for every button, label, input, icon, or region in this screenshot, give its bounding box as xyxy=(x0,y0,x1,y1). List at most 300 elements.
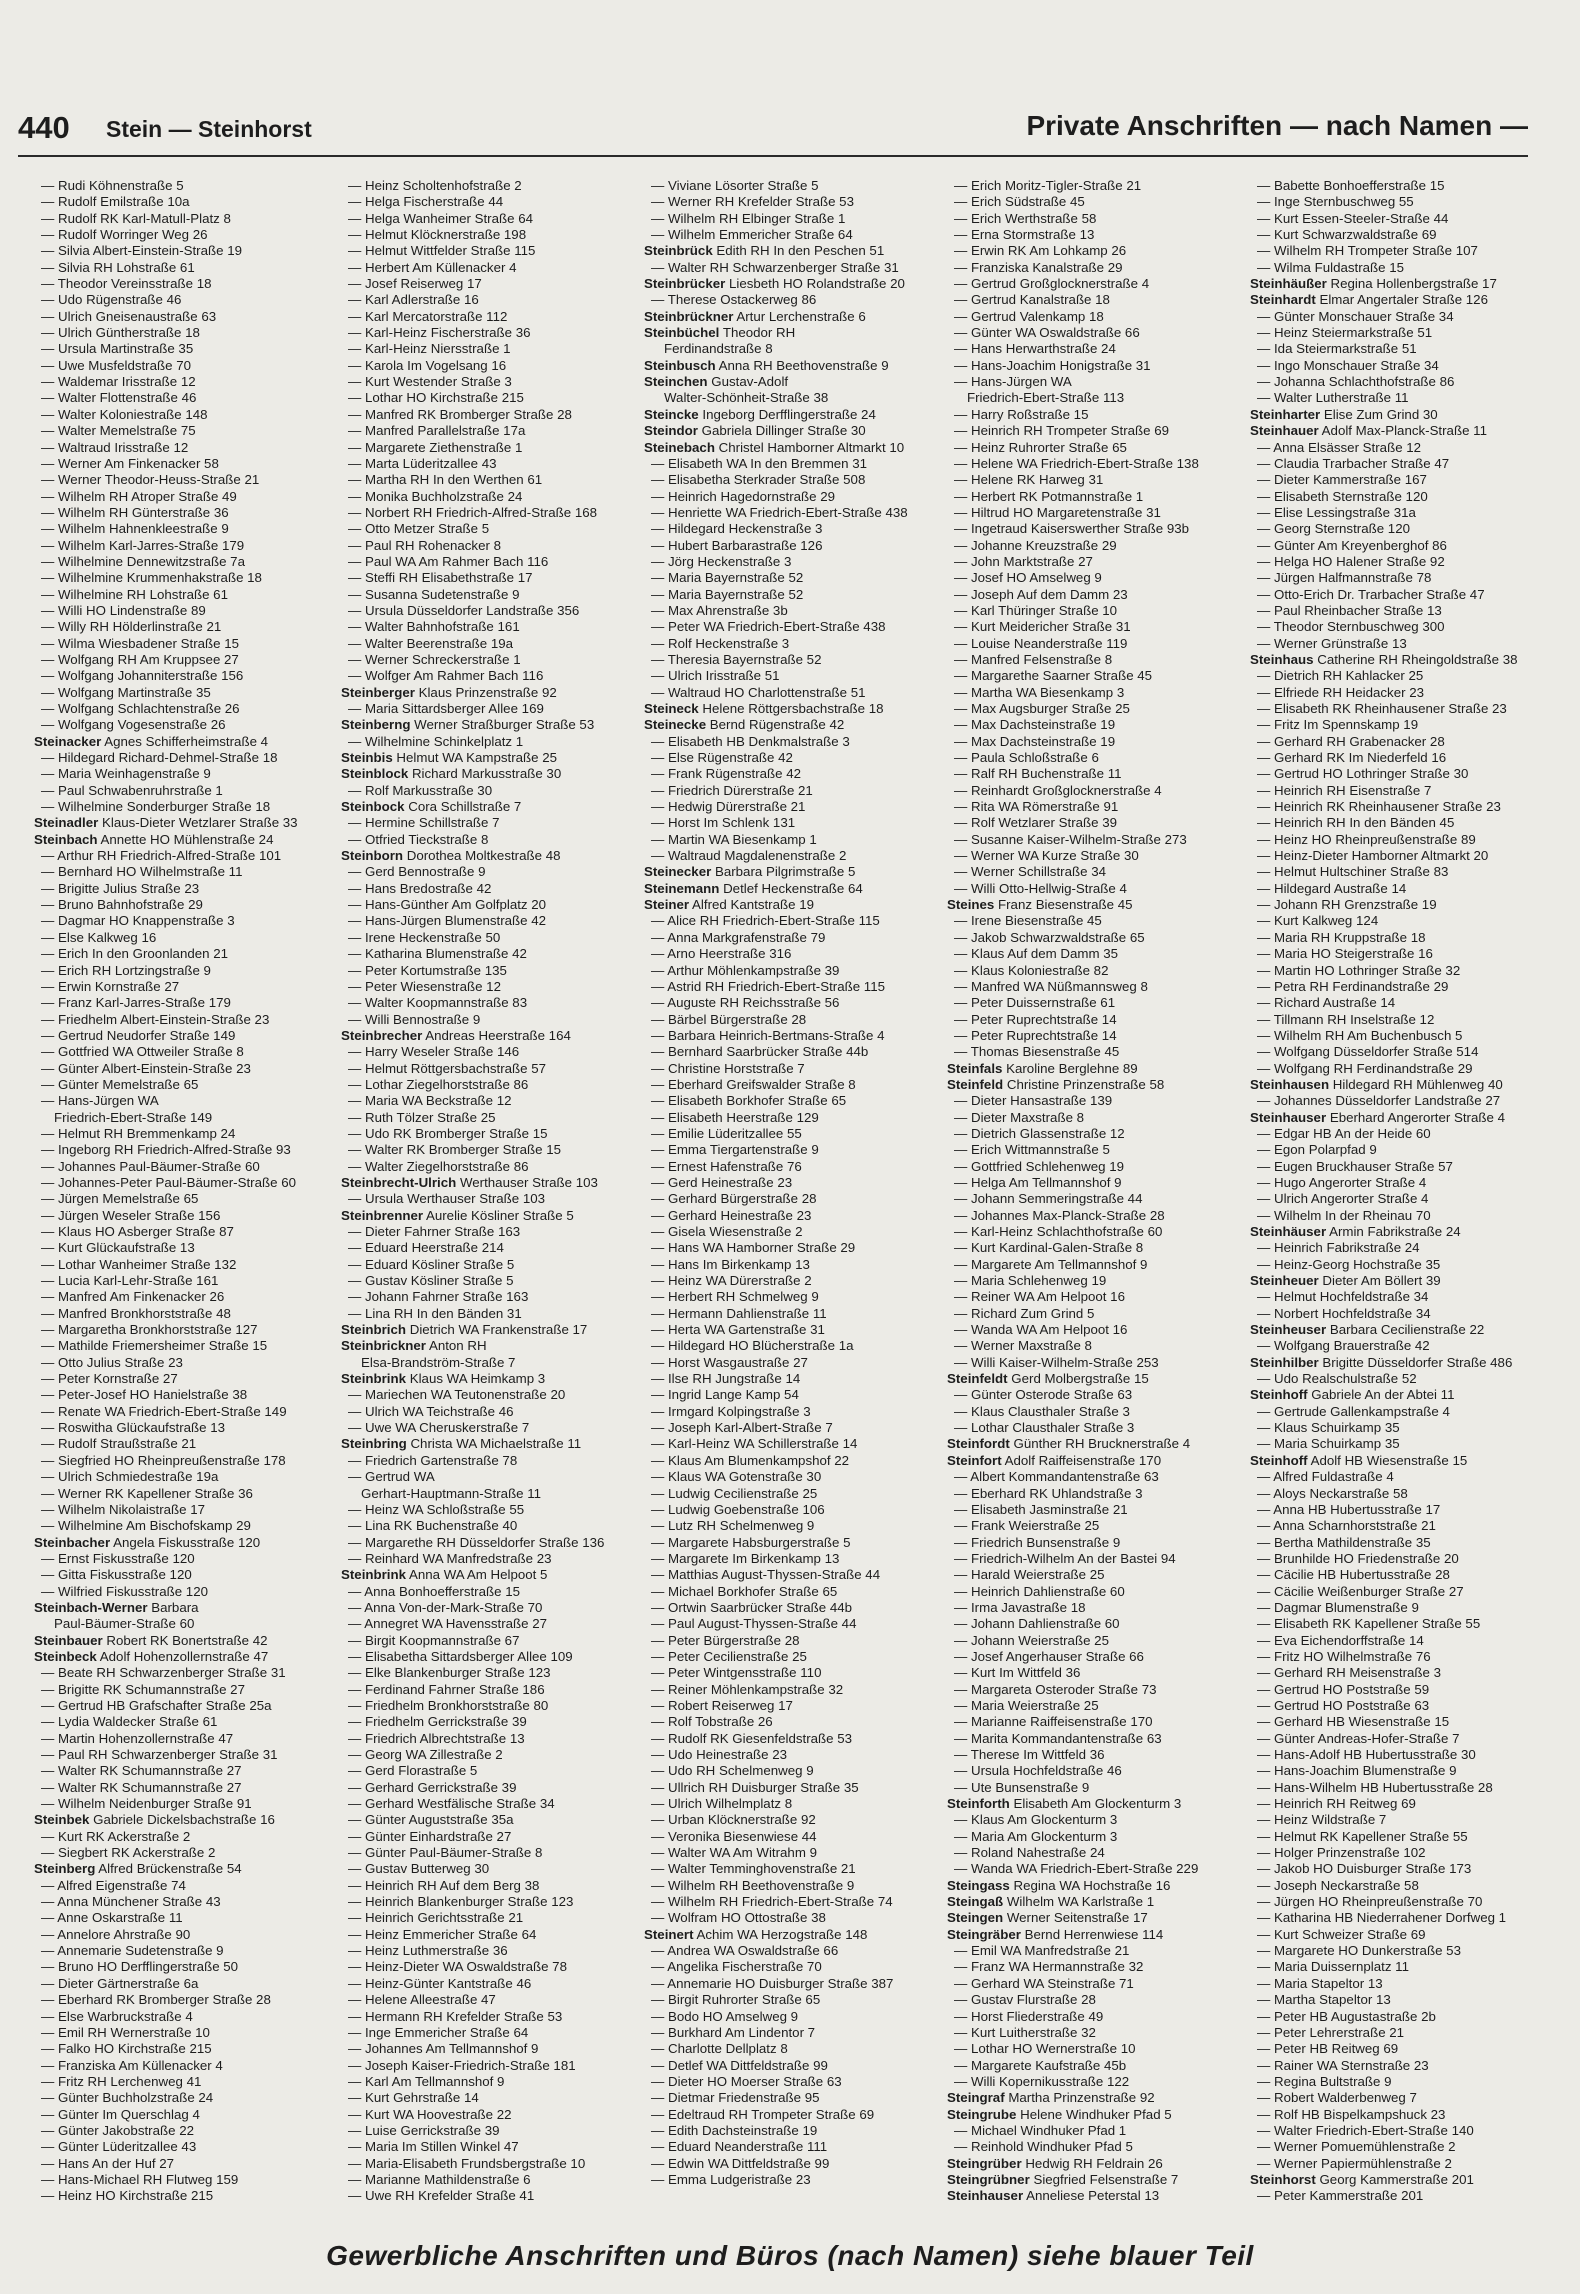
directory-entry: — Erich Moritz-Tigler-Straße 21 xyxy=(954,178,1142,193)
directory-entry: — Monika Buchholzstraße 24 xyxy=(348,488,523,504)
directory-entry: — Michael Windhuker Pfad 1 xyxy=(954,2122,1127,2138)
directory-entry: Steinforth Elisabeth Am Glockenturm 3 xyxy=(947,1796,1182,1812)
directory-entry: — Charlotte Dellplatz 8 xyxy=(651,2041,788,2057)
directory-entry: — Kurt Meidericher Straße 31 xyxy=(954,619,1131,635)
directory-entry: — Johann Fahrner Straße 163 xyxy=(348,1289,529,1305)
directory-entry: — Paul August-Thyssen-Straße 44 xyxy=(651,1616,857,1632)
directory-entry: Steingass Regina WA Hochstraße 16 xyxy=(947,1877,1171,1893)
directory-entry: — Heinrich Gerichtsstraße 21 xyxy=(348,1910,524,1926)
directory-entry: — Gerhard Heinestraße 23 xyxy=(651,1207,812,1223)
directory-entry: — Rudolf Straußstraße 21 xyxy=(41,1436,197,1452)
directory-entry: — Bodo HO Amselweg 9 xyxy=(651,2008,799,2024)
directory-entry: — Heinrich RH Eisenstraße 7 xyxy=(1257,782,1432,798)
directory-entry: — Wilhelm Nikolaistraße 17 xyxy=(41,1501,206,1517)
directory-entry: Steinbrecht-Ulrich Werthauser Straße 103 xyxy=(341,1174,598,1190)
directory-entry: — Kurt Im Wittfeld 36 xyxy=(954,1665,1081,1681)
directory-entry: — Cäcilie HB Hubertusstraße 28 xyxy=(1257,1567,1450,1583)
directory-entry: — Gertrud WA xyxy=(348,1469,435,1485)
directory-entry: — Bruno Bahnhofstraße 29 xyxy=(41,897,203,913)
directory-entry: — Günter Monschauer Straße 34 xyxy=(1257,308,1454,324)
directory-entry: — Dieter Kammerstraße 167 xyxy=(1257,472,1427,488)
directory-entry: — Günter Paul-Bäumer-Straße 8 xyxy=(348,1845,543,1861)
directory-entry: — Else Warbruckstraße 4 xyxy=(41,2008,193,2024)
directory-entry: — Wolfger Am Rahmer Bach 116 xyxy=(348,668,544,684)
directory-entry: — Silvia RH Lohstraße 61 xyxy=(41,259,195,275)
directory-entry: — Maria Bayernstraße 52 xyxy=(651,570,804,586)
directory-entry: — Udo Heinestraße 23 xyxy=(651,1747,787,1762)
directory-entry: — Peter Kammerstraße 201 xyxy=(1257,2188,1424,2204)
directory-entry: — Wilhelmine RH Lohstraße 61 xyxy=(41,586,228,602)
directory-entry: Steinharter Elise Zum Grind 30 xyxy=(1250,406,1438,422)
directory-entry: — Therese Im Wittfeld 36 xyxy=(954,1747,1105,1762)
directory-entry: — Rolf HB Bispelkampshuck 23 xyxy=(1257,2106,1446,2122)
directory-entry: — Martin HO Lothringer Straße 32 xyxy=(1257,962,1461,978)
directory-entry: — Udo RH Schelmenweg 9 xyxy=(651,1763,814,1779)
directory-entry: — Heinrich RH Auf dem Berg 38 xyxy=(348,1877,540,1893)
directory-entry: — Horst Wasgaustraße 27 xyxy=(651,1354,808,1370)
directory-entry: Steinhauer Adolf Max-Planck-Straße 11 xyxy=(1250,423,1487,439)
directory-entry: — Willi Kopernikusstraße 122 xyxy=(954,2073,1130,2089)
directory-entry: — Ernest Hafenstraße 76 xyxy=(651,1158,802,1174)
directory-entry: — Gerhard HB Wiesenstraße 15 xyxy=(1257,1714,1450,1730)
directory-entry: — Heinrich Fabrikstraße 24 xyxy=(1257,1240,1420,1256)
directory-entry: — Steffi RH Elisabethstraße 17 xyxy=(348,570,533,586)
directory-entry: — Gertrud Großglocknerstraße 4 xyxy=(954,276,1150,292)
directory-entry: — Udo Rügenstraße 46 xyxy=(41,292,182,308)
directory-entry: — Martin WA Biesenkamp 1 xyxy=(651,831,817,847)
directory-entry: Steinbrücker Liesbeth HO Rolandstraße 20 xyxy=(644,276,905,292)
directory-entry: Steiner Alfred Kantstraße 19 xyxy=(644,897,815,913)
directory-entry: — Willi Kaiser-Wilhelm-Straße 253 xyxy=(954,1354,1159,1370)
directory-entry: — Urban Klöcknerstraße 92 xyxy=(651,1812,816,1828)
directory-entry: — Karl-Heinz Fischerstraße 36 xyxy=(348,325,531,341)
directory-entry: — Josef HO Amselweg 9 xyxy=(954,570,1102,586)
directory-entry: — Katharina HB Niederrahener Dorfweg 1 xyxy=(1257,1910,1507,1926)
directory-entry: — Johann Weierstraße 25 xyxy=(954,1632,1109,1648)
directory-entry: — Willi Bennostraße 9 xyxy=(348,1011,481,1027)
directory-entry: — Katharina Blumenstraße 42 xyxy=(348,946,527,962)
directory-entry: — Hans Herwarthstraße 24 xyxy=(954,341,1116,357)
directory-entry: — Walter WA Am Witrahm 9 xyxy=(651,1845,817,1861)
directory-entry: — Susanna Sudetenstraße 9 xyxy=(348,586,520,602)
directory-entry: — Hans WA Hamborner Straße 29 xyxy=(651,1240,856,1256)
directory-entry: — Edwin WA Dittfeldstraße 99 xyxy=(651,2155,830,2171)
directory-entry: — Ulrich Güntherstraße 18 xyxy=(41,325,200,341)
directory-entry: — Friedhelm Gerrickstraße 39 xyxy=(348,1714,527,1730)
directory-entry: — Hans-Joachim Honigstraße 31 xyxy=(954,357,1151,373)
directory-entry: — Paula Schloßstraße 6 xyxy=(954,750,1099,766)
directory-entry: — Frank Rügenstraße 42 xyxy=(651,766,802,782)
directory-entry: — Rolf Markusstraße 30 xyxy=(348,782,493,798)
directory-entry: — Elfriede RH Heidacker 23 xyxy=(1257,684,1425,700)
directory-entry: — Reinhold Windhuker Pfad 5 xyxy=(954,2139,1133,2155)
directory-entry: — Maria Bayernstraße 52 xyxy=(651,586,804,602)
directory-columns xyxy=(34,178,1544,2218)
directory-entry: — Christine Horststraße 7 xyxy=(651,1060,805,1076)
directory-entry: — Gertrud HO Poststraße 63 xyxy=(1257,1697,1430,1713)
directory-entry: — Kurt Kalkweg 124 xyxy=(1257,913,1379,929)
directory-entry: — Alice RH Friedrich-Ebert-Straße 115 xyxy=(651,913,880,929)
directory-entry: — Anna Von-der-Mark-Straße 70 xyxy=(348,1599,543,1615)
directory-entry: — Ruth Tölzer Straße 25 xyxy=(348,1109,496,1125)
directory-entry: — Marita Kommandantenstraße 63 xyxy=(954,1730,1162,1746)
directory-entry: — Viviane Lösorter Straße 5 xyxy=(651,178,819,193)
directory-entry: Steindor Gabriela Dillinger Straße 30 xyxy=(644,423,866,439)
directory-entry: — Friedhelm Albert-Einstein-Straße 23 xyxy=(41,1011,270,1027)
directory-entry: — Hermann Dahlienstraße 11 xyxy=(651,1305,827,1321)
directory-entry: Steinbeck Adolf Hohenzollernstraße 47 xyxy=(34,1648,269,1664)
directory-entry: — Max Dachsteinstraße 19 xyxy=(954,733,1116,749)
directory-entry: — Lydia Waldecker Straße 61 xyxy=(41,1714,218,1730)
directory-entry: Steinbrecher Andreas Heerstraße 164 xyxy=(341,1027,571,1043)
directory-entry: — Peter Wiesenstraße 12 xyxy=(348,978,501,994)
directory-entry: — Hildegard HO Blücherstraße 1a xyxy=(651,1338,854,1354)
column-3 xyxy=(644,178,944,2218)
directory-entry: Steinheuser Barbara Cecilienstraße 22 xyxy=(1250,1322,1485,1338)
directory-entry: — Otto-Erich Dr. Trarbacher Straße 47 xyxy=(1257,586,1485,602)
directory-entry: — Ulrich Angerorter Straße 4 xyxy=(1257,1191,1429,1207)
directory-entry: — Elisabeth RK Rheinhausener Straße 23 xyxy=(1257,701,1507,716)
directory-entry: — Rainer WA Sternstraße 23 xyxy=(1257,2057,1429,2073)
directory-entry: — Harald Weierstraße 25 xyxy=(954,1567,1105,1583)
directory-entry: — Bärbel Bürgerstraße 28 xyxy=(651,1011,807,1027)
directory-entry: — Ulrich Wilhelmplatz 8 xyxy=(651,1796,793,1812)
directory-entry: — Gertrud Neudorfer Straße 149 xyxy=(41,1027,236,1043)
directory-entry: — Ursula Hochfeldstraße 46 xyxy=(954,1763,1122,1779)
directory-entry: — Brigitte Julius Straße 23 xyxy=(41,880,200,896)
directory-entry: — Alfred Eigenstraße 74 xyxy=(41,1877,186,1893)
directory-entry: — Franziska Kanalstraße 29 xyxy=(954,259,1123,275)
directory-entry: — Gustav Kösliner Straße 5 xyxy=(348,1273,514,1289)
directory-entry: — Ulrich Schmiedestraße 19a xyxy=(41,1469,219,1485)
directory-entry: Steinbrückner Artur Lerchenstraße 6 xyxy=(644,308,866,324)
directory-entry: Steinbrenner Aurelie Kösliner Straße 5 xyxy=(341,1207,574,1223)
directory-entry: — Birgit Ruhrorter Straße 65 xyxy=(651,1992,821,2008)
directory-entry: — Wanda WA Friedrich-Ebert-Straße 229 xyxy=(954,1861,1199,1877)
directory-entry: — Maria Sittardsberger Allee 169 xyxy=(348,701,544,716)
directory-entry: Steinadler Klaus-Dieter Wetzlarer Straße 33 xyxy=(34,815,298,831)
directory-entry: — Heinz WA Schloßstraße 55 xyxy=(348,1501,525,1517)
directory-entry: — Irene Heckenstraße 50 xyxy=(348,929,501,945)
directory-entry: — Burkhard Am Lindentor 7 xyxy=(651,2024,816,2040)
directory-entry: — Roland Nahestraße 24 xyxy=(954,1845,1105,1861)
directory-entry: — Ulrich WA Teichstraße 46 xyxy=(348,1403,514,1419)
directory-entry: — Gitta Fiskusstraße 120 xyxy=(41,1567,192,1583)
directory-entry: — Cäcilie Weißenburger Straße 27 xyxy=(1257,1583,1464,1599)
directory-entry: — Heinz-Dieter Hamborner Altmarkt 20 xyxy=(1257,848,1489,864)
directory-entry: — Dietrich Glassenstraße 12 xyxy=(954,1125,1125,1141)
directory-entry: — Ursula Werthauser Straße 103 xyxy=(348,1191,546,1207)
directory-entry: — Waltraud Magdalenenstraße 2 xyxy=(651,848,847,864)
directory-entry: — Dietrich RH Kahlacker 25 xyxy=(1257,668,1424,684)
directory-entry: — Beate RH Schwarzenberger Straße 31 xyxy=(41,1665,286,1681)
directory-entry: — Ingrid Lange Kamp 54 xyxy=(651,1387,799,1403)
directory-entry: — Elisabeth Sternstraße 120 xyxy=(1257,488,1428,504)
directory-entry: — Henriette WA Friedrich-Ebert-Straße 438 xyxy=(651,504,908,520)
directory-entry: — Theodor Sternbuschweg 300 xyxy=(1257,619,1445,635)
directory-entry: — Heinz Wildstraße 7 xyxy=(1257,1812,1387,1828)
directory-entry: Steinbauer Robert RK Bonertstraße 42 xyxy=(34,1632,268,1648)
directory-entry: — Maria WA Beckstraße 12 xyxy=(348,1093,512,1109)
column-2 xyxy=(341,178,641,2218)
directory-entry: — Elisabeth Borkhofer Straße 65 xyxy=(651,1093,847,1109)
directory-entry: — Friedrich Gartenstraße 78 xyxy=(348,1452,518,1468)
directory-entry: — Joseph Kaiser-Friedrich-Straße 181 xyxy=(348,2057,576,2073)
directory-entry: — Therese Ostackerweg 86 xyxy=(651,292,817,308)
directory-entry: — Erich Südstraße 45 xyxy=(954,194,1085,210)
directory-entry: Steinbach-Werner Barbara xyxy=(34,1599,199,1615)
directory-entry: — Elisabeth Jasminstraße 21 xyxy=(954,1501,1128,1517)
directory-entry: — Roswitha Glückaufstraße 13 xyxy=(41,1420,226,1436)
directory-entry: — Hedwig Dürerstraße 21 xyxy=(651,799,806,815)
directory-entry: — Elise Lessingstraße 31a xyxy=(1257,504,1416,520)
directory-entry: — Emma Ludgeristraße 23 xyxy=(651,2171,811,2187)
directory-entry: Steinhorst Georg Kammerstraße 201 xyxy=(1250,2171,1474,2187)
directory-entry: Steinhausen Hildegard RH Mühlenweg 40 xyxy=(1250,1076,1503,1092)
directory-entry: — Werner Papiermühlenstraße 2 xyxy=(1257,2155,1452,2171)
directory-entry: Steinemann Detlef Heckenstraße 64 xyxy=(644,880,863,896)
directory-entry: — Fritz RH Lerchenweg 41 xyxy=(41,2073,202,2089)
directory-entry: — Elke Blankenburger Straße 123 xyxy=(348,1665,551,1681)
directory-entry: — Ullrich RH Duisburger Straße 35 xyxy=(651,1779,859,1795)
directory-entry: — Ursula Düsseldorfer Landstraße 356 xyxy=(348,602,580,618)
directory-entry: — Peter Bürgerstraße 28 xyxy=(651,1632,800,1648)
directory-entry: — Peter Kornstraße 27 xyxy=(41,1371,178,1387)
directory-entry: Steingaß Wilhelm WA Karlstraße 1 xyxy=(947,1894,1155,1910)
directory-entry: — Rudolf RK Giesenfeldstraße 53 xyxy=(651,1730,853,1746)
directory-entry: — Helmut Hochfeldstraße 34 xyxy=(1257,1289,1429,1305)
directory-entry: — Elisabeth Heerstraße 129 xyxy=(651,1109,819,1125)
directory-entry: — Dieter Hansastraße 139 xyxy=(954,1093,1113,1109)
directory-entry: — Elisabeth WA In den Bremmen 31 xyxy=(651,455,868,471)
directory-entry: — Kurt Schweizer Straße 69 xyxy=(1257,1926,1426,1942)
directory-entry: — Heinrich RH In den Bänden 45 xyxy=(1257,815,1455,831)
directory-entry: — Heinrich RH Reitweg 69 xyxy=(1257,1796,1416,1812)
directory-entry: — Günter WA Oswaldstraße 66 xyxy=(954,325,1140,341)
directory-entry: — Brigitte RK Schumannstraße 27 xyxy=(41,1681,245,1697)
directory-entry: — Waldemar Irisstraße 12 xyxy=(41,374,196,390)
directory-entry: — Otfried Tieckstraße 8 xyxy=(348,831,489,847)
directory-entry: — Ferdinand Fahrner Straße 186 xyxy=(348,1681,545,1697)
directory-entry: — Gerhard Gerrickstraße 39 xyxy=(348,1779,517,1795)
directory-entry: — Eduard Neanderstraße 111 xyxy=(651,2139,828,2155)
directory-entry: Steinblock Richard Markusstraße 30 xyxy=(341,766,562,782)
directory-entry: — Aloys Neckarstraße 58 xyxy=(1257,1485,1408,1501)
directory-entry: — Rudolf Emilstraße 10a xyxy=(41,194,190,210)
directory-entry: — Paul WA Am Rahmer Bach 116 xyxy=(348,553,549,569)
directory-entry: — Kurt Kardinal-Galen-Straße 8 xyxy=(954,1240,1144,1256)
directory-entry: — Wilhelm In der Rheinau 70 xyxy=(1257,1207,1431,1223)
directory-entry: — Lothar HO Kirchstraße 215 xyxy=(348,390,524,406)
directory-entry: — Kurt WA Hoovestraße 22 xyxy=(348,2106,512,2122)
directory-entry: — Bruno HO Derfflingerstraße 50 xyxy=(41,1959,239,1975)
directory-entry: Steingraf Martha Prinzenstraße 92 xyxy=(947,2090,1155,2106)
directory-entry: — Dieter HO Moerser Straße 63 xyxy=(651,2073,842,2089)
directory-entry: — Emil RH Wernerstraße 10 xyxy=(41,2024,210,2040)
directory-entry: Steinert Achim WA Herzogstraße 148 xyxy=(644,1926,868,1942)
directory-entry: — Jürgen Weseler Straße 156 xyxy=(41,1207,221,1223)
directory-entry: — Anna Bonhoefferstraße 15 xyxy=(348,1583,520,1599)
directory-entry: — Klaus HO Asberger Straße 87 xyxy=(41,1224,234,1239)
directory-entry: — Wolfgang Brauerstraße 42 xyxy=(1257,1338,1430,1354)
directory-entry: — Marianne Mathildenstraße 6 xyxy=(348,2171,531,2187)
directory-entry: — Werner Theodor-Heuss-Straße 21 xyxy=(41,472,260,488)
directory-entry: — Hans-Adolf HB Hubertusstraße 30 xyxy=(1257,1747,1476,1762)
directory-entry: — Klaus Auf dem Damm 35 xyxy=(954,946,1119,962)
directory-entry: Elsa-Brandström-Straße 7 xyxy=(361,1354,516,1370)
directory-entry: — Günter Osterode Straße 63 xyxy=(954,1387,1133,1403)
directory-entry: Steinbrück Edith RH In den Peschen 51 xyxy=(644,243,885,259)
directory-entry: — Wilhelm Neidenburger Straße 91 xyxy=(41,1796,252,1812)
directory-entry: Steinecke Bernd Rügenstraße 42 xyxy=(644,717,845,733)
directory-entry: — Gertrude Gallenkampstraße 4 xyxy=(1257,1403,1450,1419)
directory-entry: — Manfred Bronkhorststraße 48 xyxy=(41,1305,231,1321)
directory-entry: — Lothar Wanheimer Straße 132 xyxy=(41,1256,237,1272)
directory-entry: — Günter Jakobstraße 22 xyxy=(41,2122,194,2138)
directory-entry: — Reiner WA Am Helpoot 16 xyxy=(954,1289,1125,1305)
directory-entry: Steinfort Adolf Raiffeisenstraße 170 xyxy=(947,1452,1162,1468)
directory-entry: — Louise Neanderstraße 119 xyxy=(954,635,1128,651)
directory-entry: — Willy RH Hölderlinstraße 21 xyxy=(41,619,222,635)
directory-entry: — Marta Lüderitzallee 43 xyxy=(348,455,497,471)
directory-entry: — Margaretha Bronkhorststraße 127 xyxy=(41,1322,258,1338)
directory-entry: — Karl Thüringer Straße 10 xyxy=(954,602,1118,618)
directory-entry: — Eberhard RK Uhlandstraße 3 xyxy=(954,1485,1143,1501)
directory-entry: — Martha RH In den Werthen 61 xyxy=(348,472,543,488)
directory-entry: — Matthias August-Thyssen-Straße 44 xyxy=(651,1567,881,1583)
directory-entry: Steinacker Agnes Schifferheimstraße 4 xyxy=(34,733,269,749)
directory-entry: Steingen Werner Seitenstraße 17 xyxy=(947,1910,1148,1926)
directory-entry: — Gerhard WA Steinstraße 71 xyxy=(954,1975,1134,1991)
directory-entry: Paul-Bäumer-Straße 60 xyxy=(54,1616,195,1632)
directory-entry: Friedrich-Ebert-Straße 113 xyxy=(967,390,1125,406)
directory-entry: — Thomas Biesenstraße 45 xyxy=(954,1044,1120,1060)
directory-entry: — Erich RH Lortzingstraße 9 xyxy=(41,962,211,978)
directory-entry: — Walter RK Schumannstraße 27 xyxy=(41,1763,242,1779)
directory-entry: — Eduard Heerstraße 214 xyxy=(348,1240,504,1256)
directory-entry: — Mathilde Friemersheimer Straße 15 xyxy=(41,1338,268,1354)
directory-entry: — Annelore Ahrstraße 90 xyxy=(41,1926,191,1942)
directory-entry: — Georg WA Zillestraße 2 xyxy=(348,1747,503,1762)
directory-entry: — Helene WA Friedrich-Ebert-Straße 138 xyxy=(954,455,1199,471)
directory-entry: Steinbrink Anna WA Am Helpoot 5 xyxy=(341,1567,548,1583)
directory-entry: — Ulrich Gneisenaustraße 63 xyxy=(41,308,217,324)
directory-entry: — Gertrud HB Grafschafter Straße 25a xyxy=(41,1697,272,1713)
directory-entry: — Holger Prinzenstraße 102 xyxy=(1257,1845,1426,1861)
directory-entry: — Erwin RK Am Lohkamp 26 xyxy=(954,243,1127,259)
directory-entry: — Hermann RH Krefelder Straße 53 xyxy=(348,2008,563,2024)
directory-entry: — Richard Zum Grind 5 xyxy=(954,1305,1095,1321)
directory-entry: — Werner Pomuemühlenstraße 2 xyxy=(1257,2139,1456,2155)
directory-entry: Steincke Ingeborg Derfflingerstraße 24 xyxy=(644,406,876,422)
directory-entry: — Wilhelmine Am Bischofskamp 29 xyxy=(41,1518,251,1534)
directory-entry: Steingrübner Siegfried Felsenstraße 7 xyxy=(947,2171,1179,2187)
directory-entry: — Helga HO Halener Straße 92 xyxy=(1257,553,1445,569)
directory-entry: — Friedrich Albrechtstraße 13 xyxy=(348,1730,525,1746)
directory-entry: — Elisabeth HB Denkmalstraße 3 xyxy=(651,733,850,749)
directory-entry: — Waltraud Irisstraße 12 xyxy=(41,439,189,455)
directory-entry: — Otto Metzer Straße 5 xyxy=(348,521,490,537)
directory-entry: — Lothar Ziegelhorststraße 86 xyxy=(348,1076,529,1092)
directory-entry: — Ernst Fiskusstraße 120 xyxy=(41,1550,195,1566)
directory-entry: — Detlef WA Dittfeldstraße 99 xyxy=(651,2057,828,2073)
page-number: 440 xyxy=(18,110,70,145)
directory-entry: — Regina Bultstraße 9 xyxy=(1257,2073,1392,2089)
directory-entry: — Manfred RK Bromberger Straße 28 xyxy=(348,406,572,422)
directory-entry: — Maria Stapeltor 13 xyxy=(1257,1975,1383,1991)
directory-entry: — Rudolf RK Karl-Matull-Platz 8 xyxy=(41,210,231,226)
directory-entry: — Wolfgang RH Ferdinandstraße 29 xyxy=(1257,1060,1473,1076)
directory-entry: — Werner Schillstraße 34 xyxy=(954,864,1106,880)
directory-entry: — Peter Kortumstraße 135 xyxy=(348,962,507,978)
directory-entry: — Helmut Klöcknerstraße 198 xyxy=(348,227,527,243)
directory-entry: — Günter Andreas-Hofer-Straße 7 xyxy=(1257,1730,1460,1746)
directory-entry: — Wolfgang Vogesenstraße 26 xyxy=(41,717,226,733)
directory-entry: — Helga Wanheimer Straße 64 xyxy=(348,210,534,226)
directory-entry: — Mariechen WA Teutonenstraße 20 xyxy=(348,1387,566,1403)
directory-entry: — Werner Maxstraße 8 xyxy=(954,1338,1092,1354)
directory-entry: — Margareta Osteroder Straße 73 xyxy=(954,1681,1157,1697)
directory-entry: — Friedrich Dürerstraße 21 xyxy=(651,782,813,798)
directory-entry: — Max Ahrenstraße 3b xyxy=(651,602,788,618)
directory-entry: — Horst Im Schlenk 131 xyxy=(651,815,796,831)
directory-entry: Steinbrich Dietrich WA Frankenstraße 17 xyxy=(341,1322,588,1338)
directory-entry: — Elisabetha Sterkrader Straße 508 xyxy=(651,472,866,488)
directory-entry: — Emilie Lüderitzallee 55 xyxy=(651,1125,802,1141)
directory-entry: — Rudi Köhnenstraße 5 xyxy=(41,178,184,193)
directory-entry: — Klaus Am Glockenturm 3 xyxy=(954,1812,1118,1828)
directory-entry: Steinbusch Anna RH Beethovenstraße 9 xyxy=(644,357,889,373)
directory-entry: — Gerhard RH Meisenstraße 3 xyxy=(1257,1665,1442,1681)
directory-entry: — Annemarie HO Duisburger Straße 387 xyxy=(651,1975,894,1991)
directory-entry: — Jürgen Memelstraße 65 xyxy=(41,1191,199,1207)
directory-entry: — Dieter Fahrner Straße 163 xyxy=(348,1224,521,1239)
directory-entry: — Luise Gerrickstraße 39 xyxy=(348,2122,500,2138)
directory-entry: — Peter WA Friedrich-Ebert-Straße 438 xyxy=(651,619,886,635)
directory-entry: — Robert Reiserweg 17 xyxy=(651,1697,793,1713)
directory-entry: — Ludwig Goebenstraße 106 xyxy=(651,1501,825,1517)
directory-entry: — Claudia Trarbacher Straße 47 xyxy=(1257,455,1450,471)
directory-entry: — Rudolf Worringer Weg 26 xyxy=(41,227,208,243)
directory-entry: — Dieter Maxstraße 8 xyxy=(954,1109,1085,1125)
directory-entry: — Irma Javastraße 18 xyxy=(954,1599,1086,1615)
directory-entry: — Anna Scharnhorststraße 21 xyxy=(1257,1518,1436,1534)
directory-entry: — Wolfgang Johanniterstraße 156 xyxy=(41,668,244,684)
directory-entry: — Gottfried Schlehenweg 19 xyxy=(954,1158,1125,1174)
directory-entry: — Erich Werthstraße 58 xyxy=(954,210,1097,226)
directory-entry: — Anna Elsässer Straße 12 xyxy=(1257,439,1422,455)
directory-entry: — Klaus Koloniestraße 82 xyxy=(954,962,1109,978)
directory-entry: — Ulrich Irisstraße 51 xyxy=(651,668,780,684)
directory-entry: — Reinhard WA Manfredstraße 23 xyxy=(348,1550,552,1566)
directory-entry: — Theodor Vereinsstraße 18 xyxy=(41,276,212,292)
directory-entry: — Edgar HB An der Heide 60 xyxy=(1257,1125,1431,1141)
directory-entry: — Klaus Schuirkamp 35 xyxy=(1257,1420,1400,1436)
directory-entry: — Egon Polarpfad 9 xyxy=(1257,1142,1377,1158)
directory-entry: — Walter Flottenstraße 46 xyxy=(41,390,197,406)
directory-entry: Steinfeld Christine Prinzenstraße 58 xyxy=(947,1076,1165,1092)
directory-entry: — Arthur Möhlenkampstraße 39 xyxy=(651,962,840,978)
directory-entry: — Herbert RK Potmannstraße 1 xyxy=(954,488,1144,504)
directory-entry: Steinheuer Dieter Am Böllert 39 xyxy=(1250,1273,1441,1289)
header-rule xyxy=(18,155,1528,157)
directory-entry: — Margarete Habsburgerstraße 5 xyxy=(651,1534,851,1550)
directory-entry: — Johann Dahlienstraße 60 xyxy=(954,1616,1120,1632)
directory-entry: Gerhart-Hauptmann-Straße 11 xyxy=(361,1485,542,1501)
directory-entry: — Arno Heerstraße 316 xyxy=(651,946,792,962)
directory-entry: — Helmut RH Bremmenkamp 24 xyxy=(41,1125,236,1141)
directory-entry: Steingrüber Hedwig RH Feldrain 26 xyxy=(947,2155,1163,2171)
